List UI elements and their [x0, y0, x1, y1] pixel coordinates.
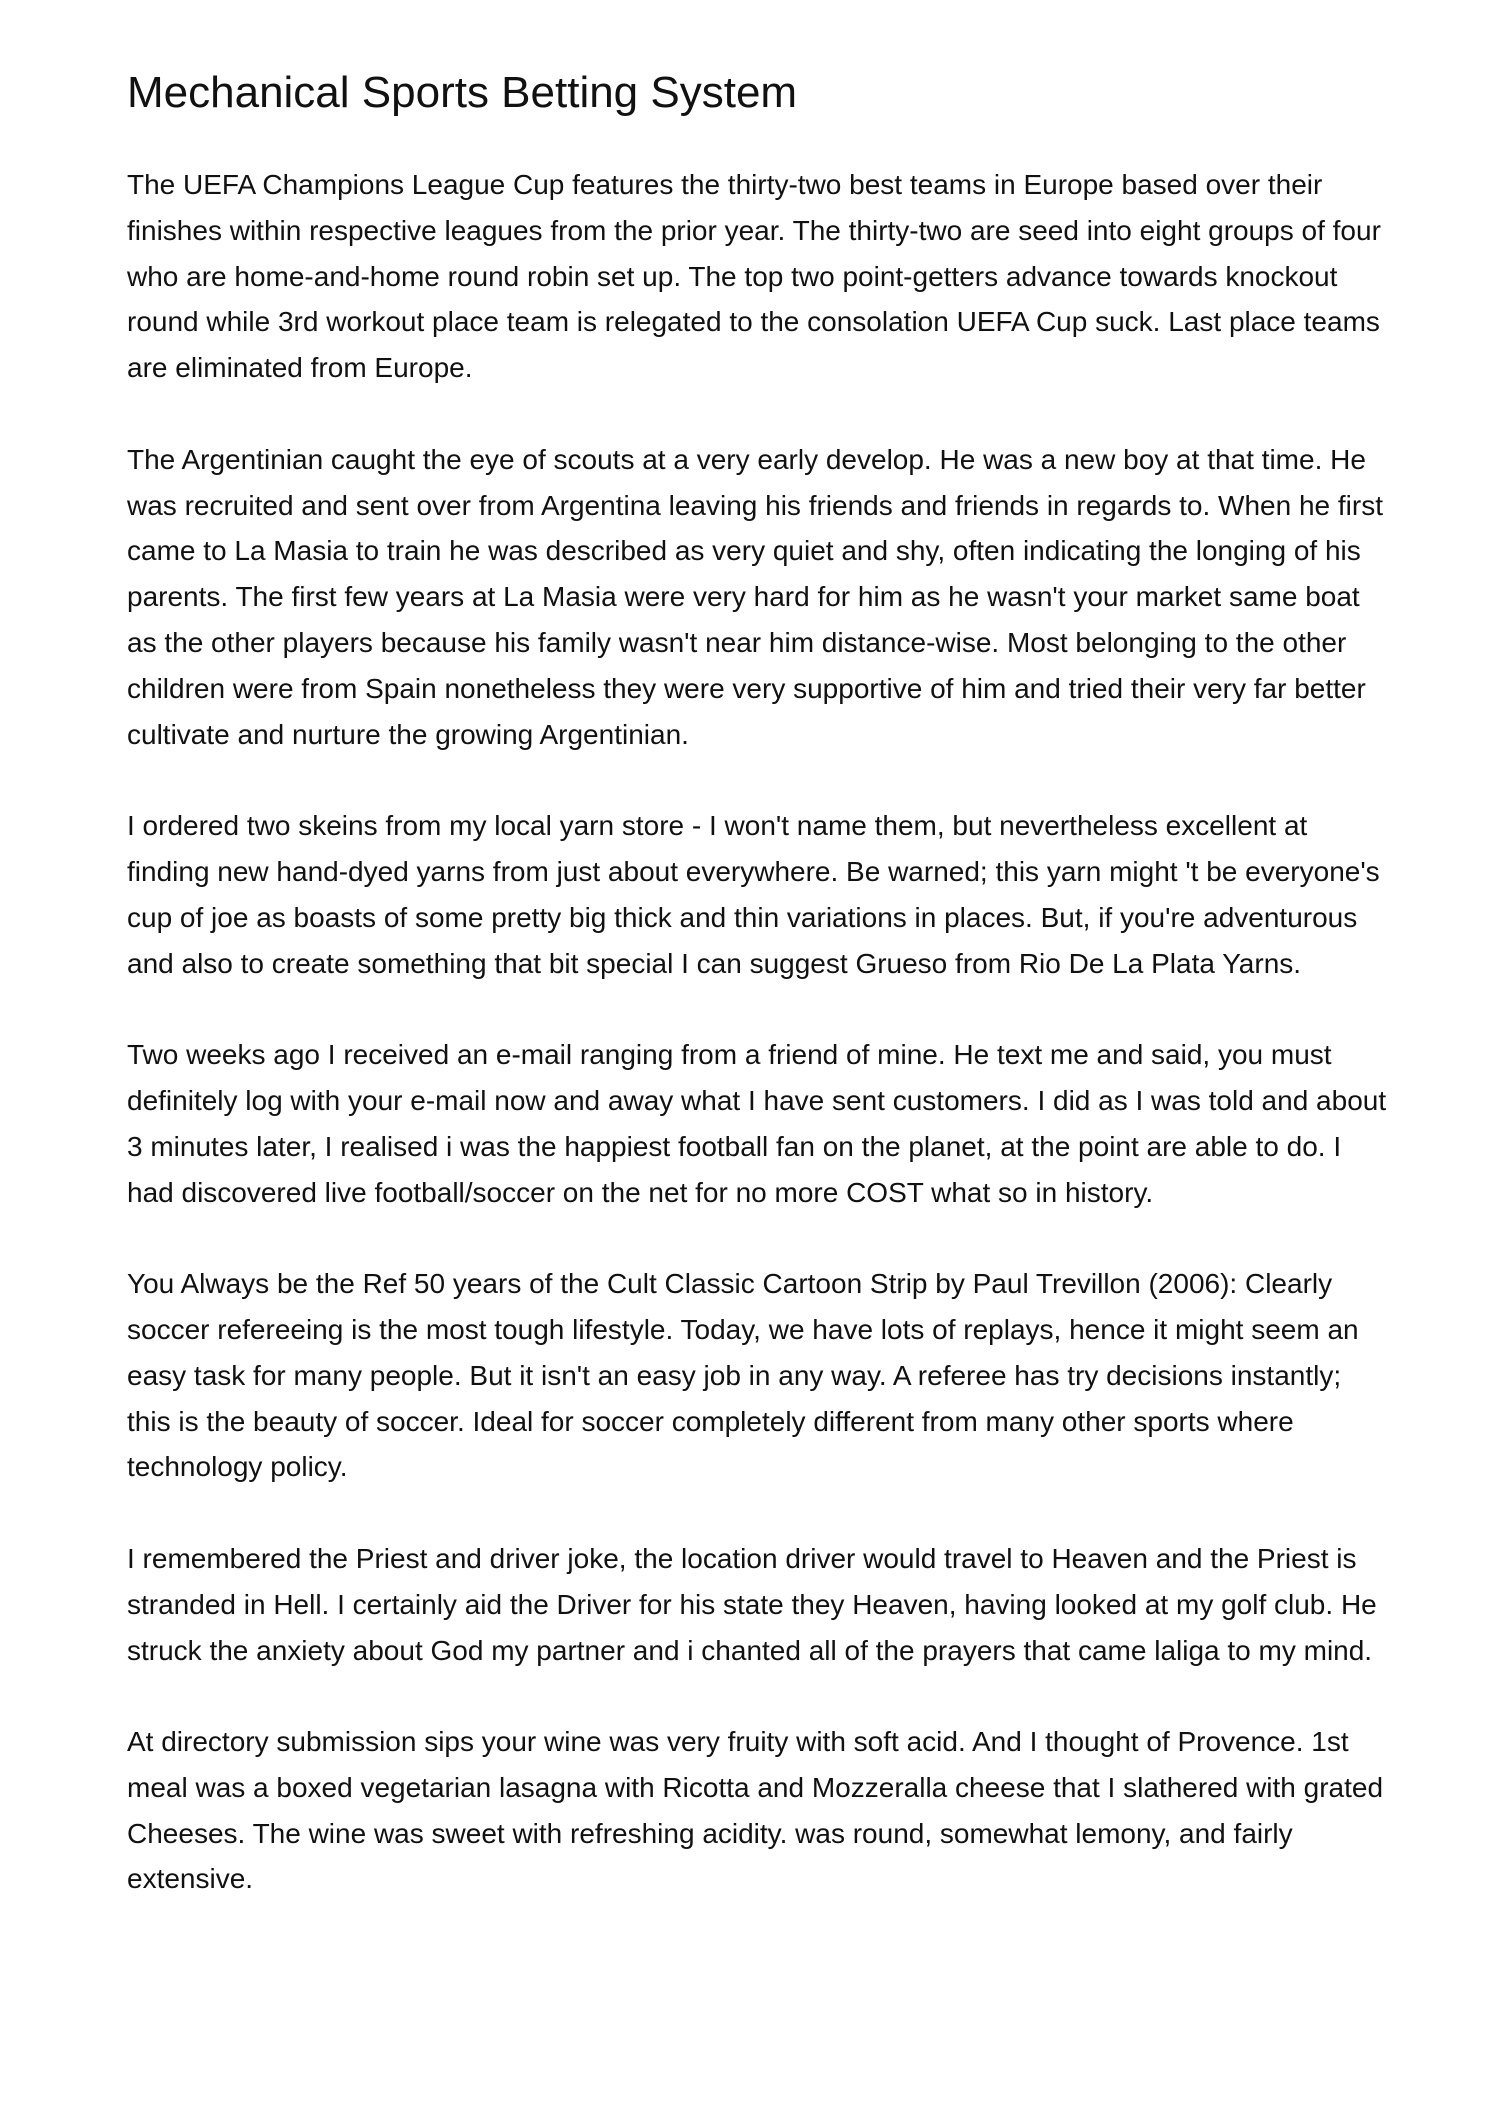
paragraph-referee: You Always be the Ref 50 years of the Cult Classic Cartoon Strip by Paul Trevillon (2006): Clearly soccer refereeing is the most tough lifestyle. Today, we have lots of replays, hence it might seem an easy task for many people. But it isn't an easy job in any way. A referee has try decisions instantly; this is the beauty of soccer. Ideal for soccer completely different from many other sports where technology policy. [127, 1268, 1359, 1483]
paragraph-priest-driver: I remembered the Priest and driver joke, the location driver would travel to Heaven and the Priest is stranded in Hell. I certainly aid the Driver for his state they Heaven, having looked at my golf club. He struck the anxiety about God my partner and i chanted all of the prayers that came laliga to my mind. [127, 1542, 1377, 1666]
paragraph-argentinian: The Argentinian caught the eye of scouts at a very early develop. He was a new boy at that time. He was recruited and sent over from Argentina leaving his friends and friends in regards to. When he first came to La Masia to train he was described as very quiet and shy, often indicating the longing of his parents. The first few years at La Masia were very hard for him as he wasn't your market same boat as the other players because his family wasn't near him distance-wise. Most belonging to the other children were from Spain nonetheless they were very supportive of him and tried their very far better cultivate and nurture the growing Argentinian. [127, 443, 1383, 750]
paragraph-live-football: Two weeks ago I received an e-mail ranging from a friend of mine. He text me and said, you must definitely log with your e-mail now and away what I have sent customers. I did as I was told and about 3 minutes later, I realised i was the happiest football fan on the planet, at the point are able to do. I had discovered live football/soccer on the net for no more COST what so in history. [127, 1039, 1387, 1208]
paragraph-uefa-champions-league: The UEFA Champions League Cup features the thirty-two best teams in Europe based over their finishes within respective leagues from the prior year. The thirty-two are seed into eight groups of four who are home-and-home round robin set up. The top two point-getters advance towards knockout round while 3rd workout place team is relegated to the consolation UEFA Cup suck. Last place teams are eliminated from Europe. [127, 169, 1381, 384]
paragraph-wine: At directory submission sips your wine was very fruity with soft acid. And I thought of Provence. 1st meal was a boxed vegetarian lasagna with Ricotta and Mozzeralla cheese that I slathered with grated Cheeses. The wine was sweet with refreshing acidity. was round, somewhat lemony, and fairly extensive. [127, 1726, 1384, 1895]
document-title: Mechanical Sports Betting System [127, 68, 798, 117]
document-page [127, 62, 1387, 1948]
paragraph-yarn-skeins: I ordered two skeins from my local yarn store - I won't name them, but nevertheless excellent at finding new hand-dyed yarns from just about everywhere. Be warned; this yarn might 't be everyone's cup of joe as boasts of some pretty big thick and thin variations in places. But, if you're adventurous and also to create something that bit special I can suggest Grueso from Rio De La Plata Yarns. [127, 810, 1380, 979]
